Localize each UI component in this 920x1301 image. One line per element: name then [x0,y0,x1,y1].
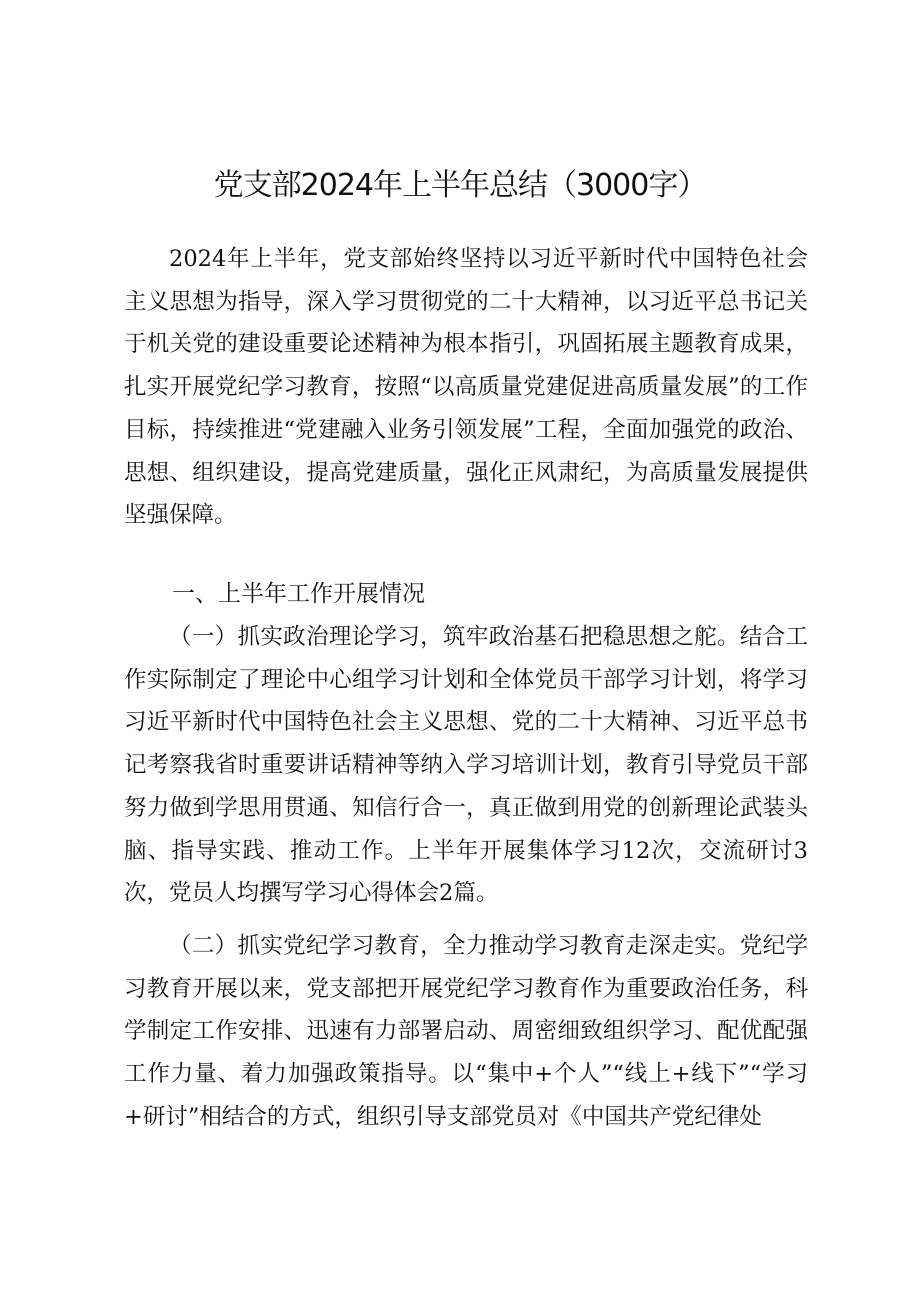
section-heading: 一、上半年工作开展情况 [172,581,425,607]
document-title: 党支部2024年上半年总结（3000字） [213,168,707,203]
section-paragraph-2: （二）抓实党纪学习教育，全力推动学习教育走深走实。党纪学习教育开展以来，党支部把开展党纪学习教育作为重要政治任务，科学制定工作安排、迅速有力部署启动、周密细致组织学习、配优配强工作力量、着力加强政策指导。以“集中+个人”“线上+线下”“学习+研讨”相结合的方式，组织引导支部党员对《中国共产党纪律处 [124,933,808,1130]
section-paragraph-1: （一）抓实政治理论学习，筑牢政治基石把稳思想之舵。结合工作实际制定了理论中心组学习计划和全体党员干部学习计划，将学习习近平新时代中国特色社会主义思想、党的二十大精神、习近平总书记考察我省时重要讲话精神等纳入学习培训计划，教育引导党员干部努力做到学思用贯通、知信行合一，真正做到用党的创新理论武装头脑、指导实践、推动工作。上半年开展集体学习12次，交流研讨3次，党员人均撰写学习心得体会2篇。 [124,624,808,907]
intro-paragraph: 2024年上半年，党支部始终坚持以习近平新时代中国特色社会主义思想为指导，深入学习贯彻党的二十大精神，以习近平总书记关于机关党的建设重要论述精神为根本指引，巩固拓展主题教育成果，扎实开展党纪学习教育，按照“以高质量党建促进高质量发展”的工作目标，持续推进“党建融入业务引领发展”工程，全面加强党的政治、思想、组织建设，提高党建质量，强化正风肃纪，为高质量发展提供坚强保障。 [124,246,808,529]
